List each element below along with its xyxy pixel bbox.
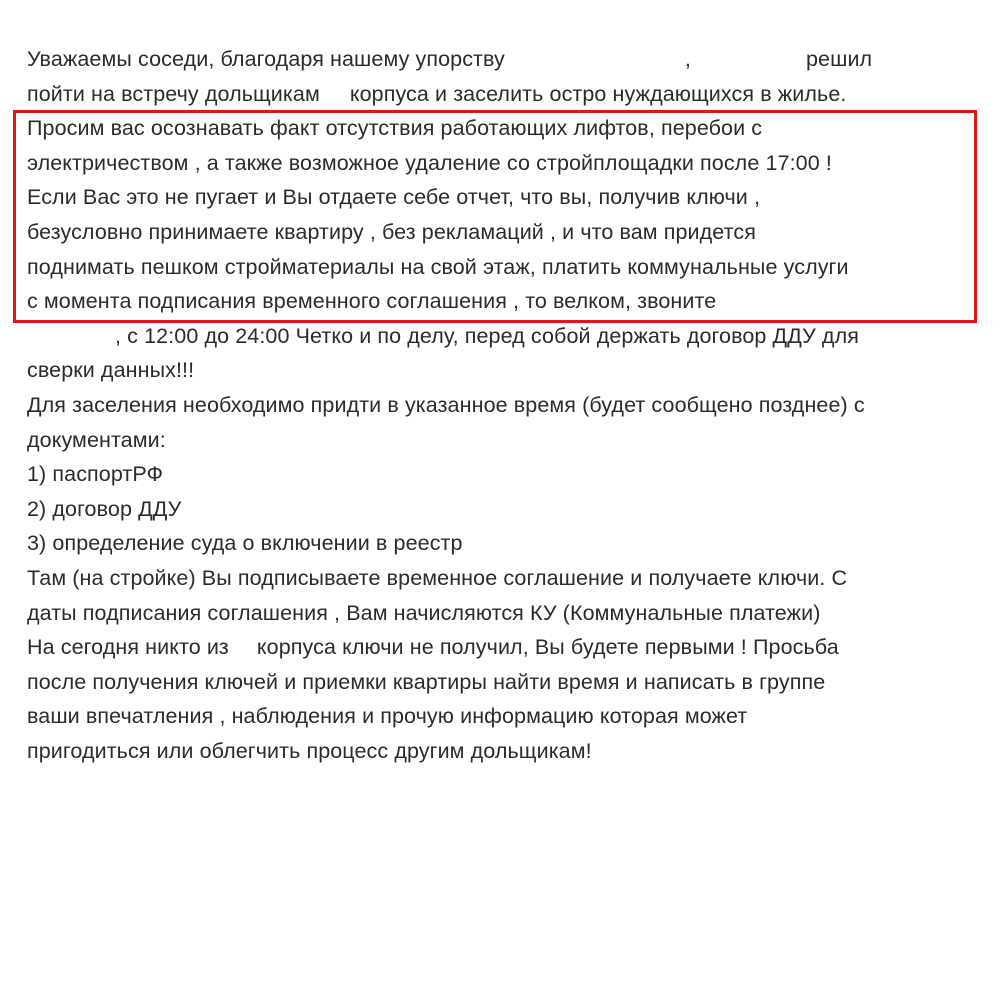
- text-line-16: [27, 561, 987, 596]
- text-line-2: [27, 77, 987, 112]
- list-item-2: [27, 492, 987, 527]
- text-line-10: [27, 353, 987, 388]
- message-text: [27, 42, 987, 768]
- text-line-4: [27, 146, 987, 181]
- text-segment: ,: [684, 47, 691, 71]
- text-line-19: [27, 665, 987, 700]
- text-segment: На сегодня никто из: [27, 635, 229, 660]
- text-segment: 1) паспортРФ: [27, 462, 164, 487]
- list-item-3: [27, 526, 987, 561]
- text-segment: после получения ключей и приемки квартиры найти время и написать в группе: [27, 669, 826, 694]
- text-segment: корпуса ключи не получил, Вы будете первыми ! Просьба: [256, 635, 839, 660]
- text-segment: 2) договор ДДУ: [27, 496, 182, 521]
- text-line-8: [27, 284, 987, 319]
- text-segment: Просим вас осознавать факт отсутствия работающих лифтов, перебои с: [27, 116, 763, 141]
- text-line-11: [27, 388, 987, 423]
- text-segment: Там (на стройке) Вы подписываете временное соглашение и получаете ключи. С: [27, 565, 848, 590]
- text-segment: пойти на встречу дольщикам: [27, 81, 320, 106]
- text-line-9: [27, 319, 987, 354]
- text-line-12: [27, 423, 987, 458]
- text-line-3: [27, 111, 987, 146]
- text-segment: , с 12:00 до 24:00 Четко и по делу, перед собой держать договор ДДУ для: [115, 323, 859, 348]
- text-segment: Для заселения необходимо придти в указанное время (будет сообщено позднее) с: [27, 392, 865, 417]
- text-segment: даты подписания соглашения , Вам начисляются КУ (Коммунальные платежи): [27, 600, 821, 625]
- text-segment: 3) определение суда о включении в реестр: [27, 531, 463, 556]
- text-segment: электричеством , а также возможное удаление со стройплощадки после 17:00 !: [27, 150, 832, 175]
- text-line-7: [27, 250, 987, 285]
- text-segment: поднимать пешком стройматериалы на свой этаж, платить коммунальные услуги: [27, 254, 849, 279]
- text-line-20: [27, 699, 987, 734]
- text-segment: сверки данных!!!: [27, 358, 195, 383]
- text-segment: ваши впечатления , наблюдения и прочую информацию которая может: [27, 704, 748, 729]
- text-segment: документами:: [27, 427, 166, 452]
- text-line-1: [27, 42, 987, 77]
- text-line-6: [27, 215, 987, 250]
- text-segment: Если Вас это не пугает и Вы отдаете себе отчет, что вы, получив ключи ,: [27, 185, 761, 210]
- text-line-17: [27, 596, 987, 631]
- text-line-18: [27, 630, 987, 665]
- text-segment: пригодиться или облегчить процесс другим дольщикам!: [27, 738, 592, 763]
- text-segment: с момента подписания временного соглашения , то велком, звоните: [27, 289, 717, 314]
- text-segment: корпуса и заселить остро нуждающихся в жилье.: [349, 81, 847, 106]
- list-item-1: [27, 457, 987, 492]
- text-line-5: [27, 180, 987, 215]
- text-segment: Уважаемы соседи, благодаря нашему упорству: [27, 47, 505, 71]
- text-segment: безусловно принимаете квартиру , без рекламаций , и что вам придется: [27, 219, 756, 244]
- text-line-21: [27, 734, 987, 769]
- text-segment: решил: [805, 47, 873, 71]
